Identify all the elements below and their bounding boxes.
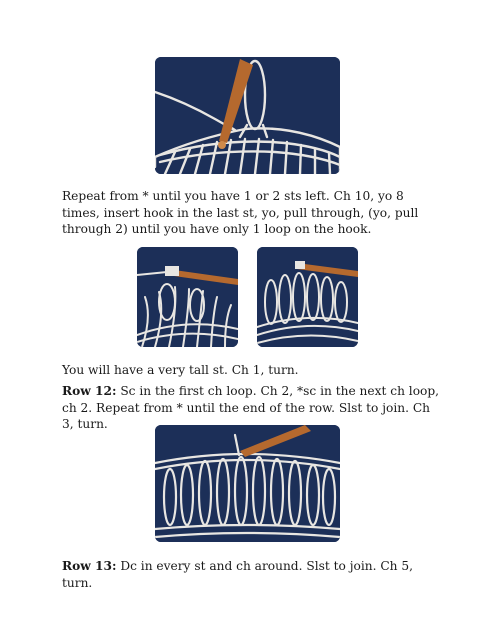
photo-row-12	[155, 425, 340, 542]
photo-tall-loop	[155, 57, 340, 174]
photo-row-12-image	[155, 425, 340, 542]
paragraph-text: You will have a very tall st. Ch 1, turn.	[62, 363, 299, 377]
paragraph-tall-stitch-turn	[62, 362, 442, 379]
row-12-text: Sc in the first ch loop. Ch 2, *sc in the next ch loop, ch 2. Repeat from * until the end of the row. Slst to join. Ch 3, turn.	[62, 384, 440, 431]
row-12-label: Row 12:	[62, 384, 117, 398]
row-13-text: Dc in every st and ch around. Slst to join. Ch 5, turn.	[62, 559, 414, 590]
paragraph-text: Repeat from * until you have 1 or 2 sts left. Ch 10, yo 8 times, insert hook in the last st, yo, pull through, (yo, pull through 2) until you have only 1 loop on the hook.	[62, 189, 419, 236]
photo-loops-left-image	[137, 247, 238, 347]
photo-loops-right	[257, 247, 358, 347]
photo-loops-left	[137, 247, 238, 347]
photo-tall-loop-image	[155, 57, 340, 174]
row-13-label: Row 13:	[62, 559, 117, 573]
photo-loops-right-image	[257, 247, 358, 347]
paragraph-row-13	[62, 558, 442, 591]
paragraph-repeat-tall-stitch	[62, 188, 442, 238]
